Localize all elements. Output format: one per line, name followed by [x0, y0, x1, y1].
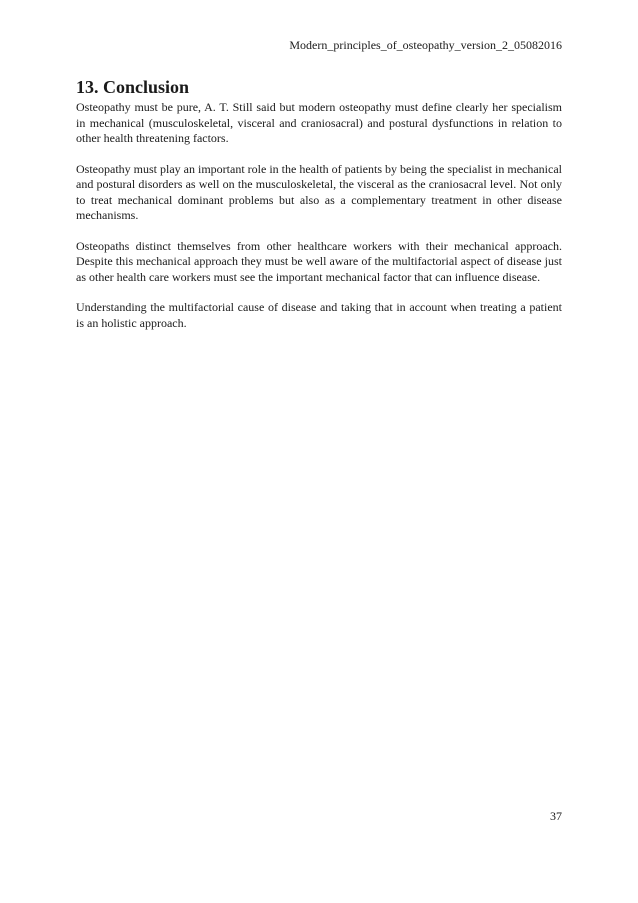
- paragraph: Osteopathy must be pure, A. T. Still said but modern osteopathy must define clearly her specialism in mechanical (musculoskeletal, visceral and craniosacral) and postural dysfunctions in relation to other health threatening factors.: [76, 100, 562, 145]
- paragraph: Understanding the multifactorial cause of disease and taking that in account when treating a patient is an holistic approach.: [76, 300, 562, 330]
- page-content: [76, 76, 562, 346]
- page-number: 37: [550, 809, 562, 823]
- running-header: Modern_principles_of_osteopathy_version_2_05082016: [289, 38, 562, 52]
- paragraph: Osteopaths distinct themselves from other healthcare workers with their mechanical approach. Despite this mechanical approach they must be well aware of the multifactorial aspect of disease just as other health care workers must see the important mechanical factor that can influence disease.: [76, 238, 562, 284]
- paragraph: Osteopathy must play an important role in the health of patients by being the specialist in mechanical and postural disorders as well on the musculoskeletal, the visceral as the craniosacral level. Not only to treat mechanical dominant problems but also as a complementary treatment in other disease mechanisms.: [76, 161, 562, 222]
- section-title: 13. Conclusion: [76, 77, 190, 97]
